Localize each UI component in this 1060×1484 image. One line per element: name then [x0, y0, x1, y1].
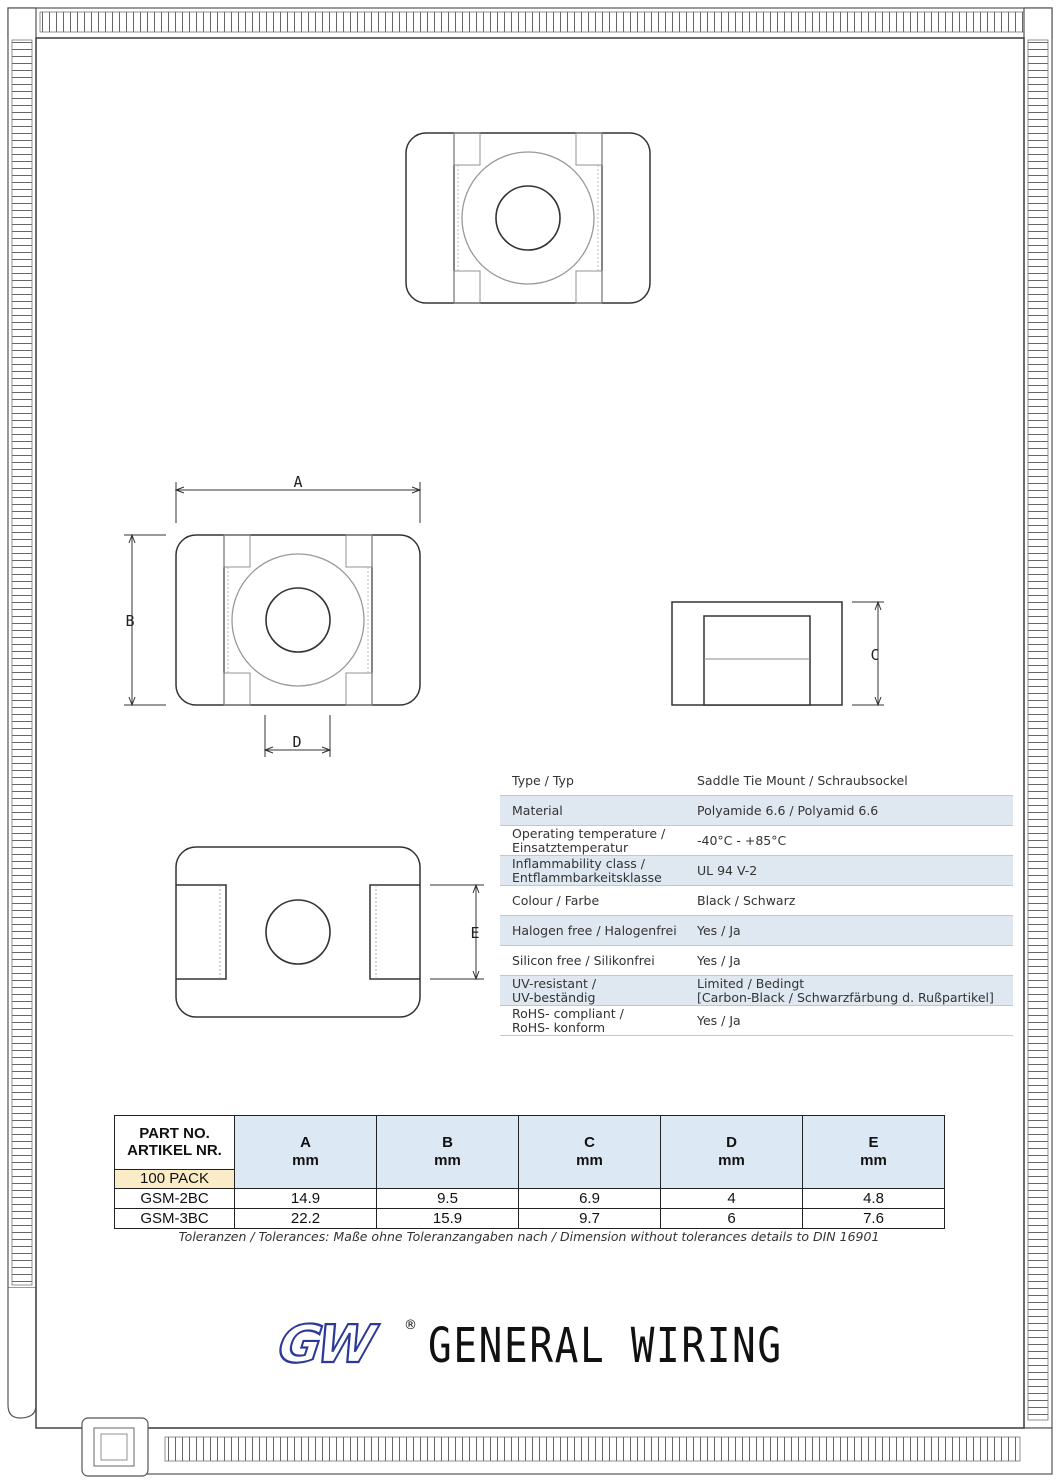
spec-row-silicon — [500, 946, 1013, 976]
spec-label: Inflammability class / Entflammbarkeitsklasse — [500, 856, 687, 886]
spec-label: Silicon free / Silikonfrei — [500, 946, 687, 976]
value-cell: 6.9 — [519, 1189, 661, 1209]
spec-label: Type / Typ — [500, 766, 687, 796]
dimension-label-c: C — [870, 646, 880, 664]
spec-label: RoHS- compliant / RoHS- konform — [500, 1006, 687, 1036]
dimension-label-a: A — [293, 473, 303, 491]
spec-row-colour — [500, 886, 1013, 916]
spec-value: Saddle Tie Mount / Schraubsockel — [687, 766, 1013, 796]
spec-value: Yes / Ja — [687, 916, 1013, 946]
front-view-drawing — [124, 482, 420, 757]
spec-value: Limited / Bedingt [Carbon-Black / Schwarzfärbung d. Rußpartikel] — [687, 976, 1013, 1006]
spec-row-temperature — [500, 826, 1013, 856]
side-view-drawing — [672, 602, 884, 705]
pack-size-label: 100 PACK — [115, 1169, 235, 1188]
spec-label: UV-resistant / UV-beständig — [500, 976, 687, 1006]
spec-value: Black / Schwarz — [687, 886, 1013, 916]
column-header-a: A mm — [235, 1116, 377, 1189]
spec-row-material — [500, 796, 1013, 826]
spec-value: Yes / Ja — [687, 1006, 1013, 1036]
brand-name: GENERAL WIRING — [428, 1318, 783, 1374]
table-row — [115, 1189, 945, 1209]
spec-row-halogen — [500, 916, 1013, 946]
column-header-c: C mm — [519, 1116, 661, 1189]
column-header-e: E mm — [803, 1116, 945, 1189]
value-cell: 6 — [661, 1209, 803, 1229]
dimension-label-d: D — [292, 733, 302, 751]
column-header-d: D mm — [661, 1116, 803, 1189]
value-cell: 7.6 — [803, 1209, 945, 1229]
value-cell: 4 — [661, 1189, 803, 1209]
spec-value: UL 94 V-2 — [687, 856, 1013, 886]
value-cell: 4.8 — [803, 1189, 945, 1209]
bottom-view-drawing — [176, 847, 484, 1017]
part-number-table — [114, 1115, 945, 1229]
spec-value: Yes / Ja — [687, 946, 1013, 976]
spec-row-inflammability — [500, 856, 1013, 886]
part-number-cell: GSM-3BC — [115, 1209, 235, 1229]
table-row — [115, 1209, 945, 1229]
part-number-cell: GSM-2BC — [115, 1189, 235, 1209]
top-view-drawing — [406, 133, 650, 303]
value-cell: 15.9 — [377, 1209, 519, 1229]
spec-label: Colour / Farbe — [500, 886, 687, 916]
value-cell: 9.7 — [519, 1209, 661, 1229]
spec-label: Material — [500, 796, 687, 826]
spec-row-rohs — [500, 1006, 1013, 1036]
value-cell: 22.2 — [235, 1209, 377, 1229]
gw-logo — [269, 1313, 384, 1374]
spec-value: -40°C - +85°C — [687, 826, 1013, 856]
dimension-label-e: E — [470, 924, 480, 942]
value-cell: 9.5 — [377, 1189, 519, 1209]
dimension-label-b: B — [125, 612, 135, 630]
spec-label: Halogen free / Halogenfrei — [500, 916, 687, 946]
value-cell: 14.9 — [235, 1189, 377, 1209]
column-header-b: B mm — [377, 1116, 519, 1189]
spec-value: Polyamide 6.6 / Polyamid 6.6 — [687, 796, 1013, 826]
spec-row-uv — [500, 976, 1013, 1006]
spec-label: Operating temperature / Einsatztemperatur — [500, 826, 687, 856]
specification-table — [500, 766, 1013, 1036]
spec-row-type — [500, 766, 1013, 796]
tolerance-note: Toleranzen / Tolerances: Maße ohne Toleranzangaben nach / Dimension without tolerances details to DIN 16901 — [178, 1229, 880, 1244]
registered-mark: ® — [404, 1318, 417, 1333]
part-number-header: PART NO. ARTIKEL NR. — [115, 1116, 235, 1170]
svg-text:GW: GW — [268, 1313, 381, 1375]
